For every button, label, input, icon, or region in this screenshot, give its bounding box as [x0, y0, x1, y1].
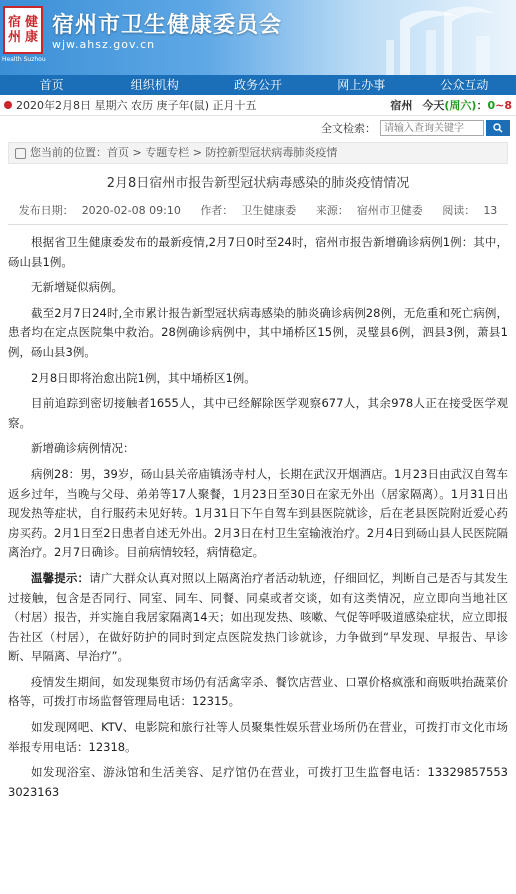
calendar-icon — [4, 101, 12, 109]
nav-public-interaction[interactable]: 公众互动 — [440, 78, 489, 92]
logo-char: 宿 — [7, 15, 21, 30]
tip-paragraph — [8, 569, 508, 667]
current-date: 2020年2月8日 星期六 农历 庚子年(鼠) 正月十五 — [16, 99, 257, 112]
logo-char: 健 — [24, 15, 38, 30]
meta-date-label: 发布日期： — [18, 204, 74, 217]
article-paragraph: 2月8日即将治愈出院1例，其中埇桥区1例。 — [31, 370, 256, 385]
breadcrumb-prefix: 您当前的位置： — [30, 146, 107, 159]
breadcrumb-home[interactable]: 首页 — [107, 146, 129, 159]
search-row — [0, 118, 516, 138]
article-meta — [8, 202, 508, 225]
logo-char: 康 — [24, 30, 38, 45]
logo-subtitle: Health Suzhou — [2, 56, 46, 63]
article — [8, 176, 508, 802]
nav-organization[interactable]: 组织机构 — [130, 78, 179, 92]
breadcrumb-trail — [30, 143, 337, 163]
weather-high: 8 — [504, 99, 512, 112]
search-icon — [493, 123, 503, 133]
meta-source: 宿州市卫健委 — [356, 204, 423, 217]
breadcrumb-topics[interactable]: 专题专栏 — [145, 146, 190, 159]
breadcrumb — [8, 142, 508, 164]
search-input[interactable] — [380, 120, 484, 136]
article-paragraph: 根据省卫生健康委发布的最新疫情,2月7日0时至24时，宿州市报告新增确诊病例1例：其中，砀山县1例。 — [8, 235, 508, 269]
nav-online-services[interactable]: 网上办事 — [337, 78, 386, 92]
meta-date: 2020-02-08 09:10 — [81, 204, 181, 217]
breadcrumb-separator: > — [129, 146, 146, 159]
article-paragraph: 新增确诊病例情况： — [31, 441, 135, 456]
site-header — [0, 0, 516, 75]
weather-city: 宿州 — [390, 99, 413, 112]
skyline-graphic — [366, 0, 516, 75]
article-paragraph: 截至2月7日24时,全市累计报告新型冠状病毒感染的肺炎确诊病例28例，无危重和死亡病例，患者均在定点医院集中救治。28例确诊病例中，其中埇桥区15例，灵璧县6例，泗县3例，萧县1例，砀山县3例。 — [8, 305, 508, 359]
article-paragraph: 如发现浴室、游泳馆和生活美容、足疗馆仍在营业，可拨打卫生监督电话：13329857553 3023163 — [8, 765, 508, 799]
article-paragraph: 病例28：男，39岁，砀山县关帝庙镇汤寺村人，长期在武汉开烟酒店。1月23日由武汉自驾车返乡过年，当晚与父母、弟弟等17人聚餐，1月23日至30日在家无外出（居家隔离）。1月31日出现发热等症状，自行服药未见好转。1月31日下午自驾车到县医院就诊，后在老县医院附近爱心药房买药。2月1日至2日患者自述无外出。2月3日在村卫生室输液治疗。2月4日到砀山县人民医院隔离治疗。2月7日确诊。目前病情较轻，病情稳定。 — [8, 466, 508, 560]
meta-source-label: 来源： — [315, 204, 349, 217]
breadcrumb-current[interactable]: 防控新型冠状病毒肺炎疫情 — [205, 146, 338, 159]
meta-views: 13 — [483, 204, 498, 217]
article-title: 2月8日宿州市报告新型冠状病毒感染的肺炎疫情情况 — [106, 176, 410, 191]
tip-label: 温馨提示： — [31, 570, 90, 585]
meta-author: 卫生健康委 — [241, 204, 297, 217]
article-paragraph: 无新增疑似病例。 — [31, 280, 123, 295]
article-body — [8, 233, 508, 802]
site-title: 宿州市卫生健康委员会 — [52, 13, 283, 38]
weather-widget: 宿州 今天(周六)：0~8 — [390, 99, 512, 112]
meta-views-label: 阅读： — [442, 204, 476, 217]
search-label: 全文检索： — [321, 122, 376, 135]
article-paragraph: 目前追踪到密切接触者1655人，其中已经解除医学观察677人，其余978人正在接受医学观察。 — [8, 396, 508, 430]
site-logo[interactable] — [3, 6, 43, 54]
location-icon — [15, 148, 26, 159]
logo-char: 州 — [7, 30, 21, 45]
weather-sep: ~ — [495, 99, 505, 112]
article-paragraph: 疫情发生期间，如发现集贸市场仍有活禽宰杀、餐饮店营业、口罩价格疯涨和商贩哄抬蔬菜价格等，可拨打市场监督管理局电话：12315。 — [8, 674, 508, 709]
weather-low: 0 — [487, 99, 496, 112]
site-url: wjw.ahsz.gov.cn — [52, 38, 156, 51]
weather-today-label: 今天 — [422, 99, 445, 112]
breadcrumb-separator: > — [189, 146, 206, 159]
nav-home[interactable]: 首页 — [39, 78, 64, 92]
main-nav — [0, 75, 516, 95]
article-paragraph: 如发现网吧、KTV、电影院和旅行社等人员聚集性娱乐营业场所仍在营业，可拨打市文化市场举报专用电话：12318。 — [8, 720, 508, 754]
tip-text: 请广大群众认真对照以上隔离治疗者活动轨迹，仔细回忆，判断自己是否与其发生过接触，包含是否同行、同室、同车、同餐、同桌或者交谈，如有这类情况，应立即向当地社区（村居）报告，并实施自我居家隔离14天；如出现发热、咳嗽、气促等呼吸道感染症状，应立即报告社区（村居），在做好防护的同时到定点医院发热门诊就诊，力争做到“早发现、早报告、早诊断、早隔离、早治疗”。 — [8, 570, 508, 664]
nav-gov-affairs[interactable]: 政务公开 — [234, 78, 283, 92]
weather-weekday: (周六) — [444, 99, 477, 112]
meta-author-label: 作者： — [200, 204, 234, 217]
info-bar — [0, 95, 516, 116]
search-button[interactable] — [486, 120, 510, 136]
